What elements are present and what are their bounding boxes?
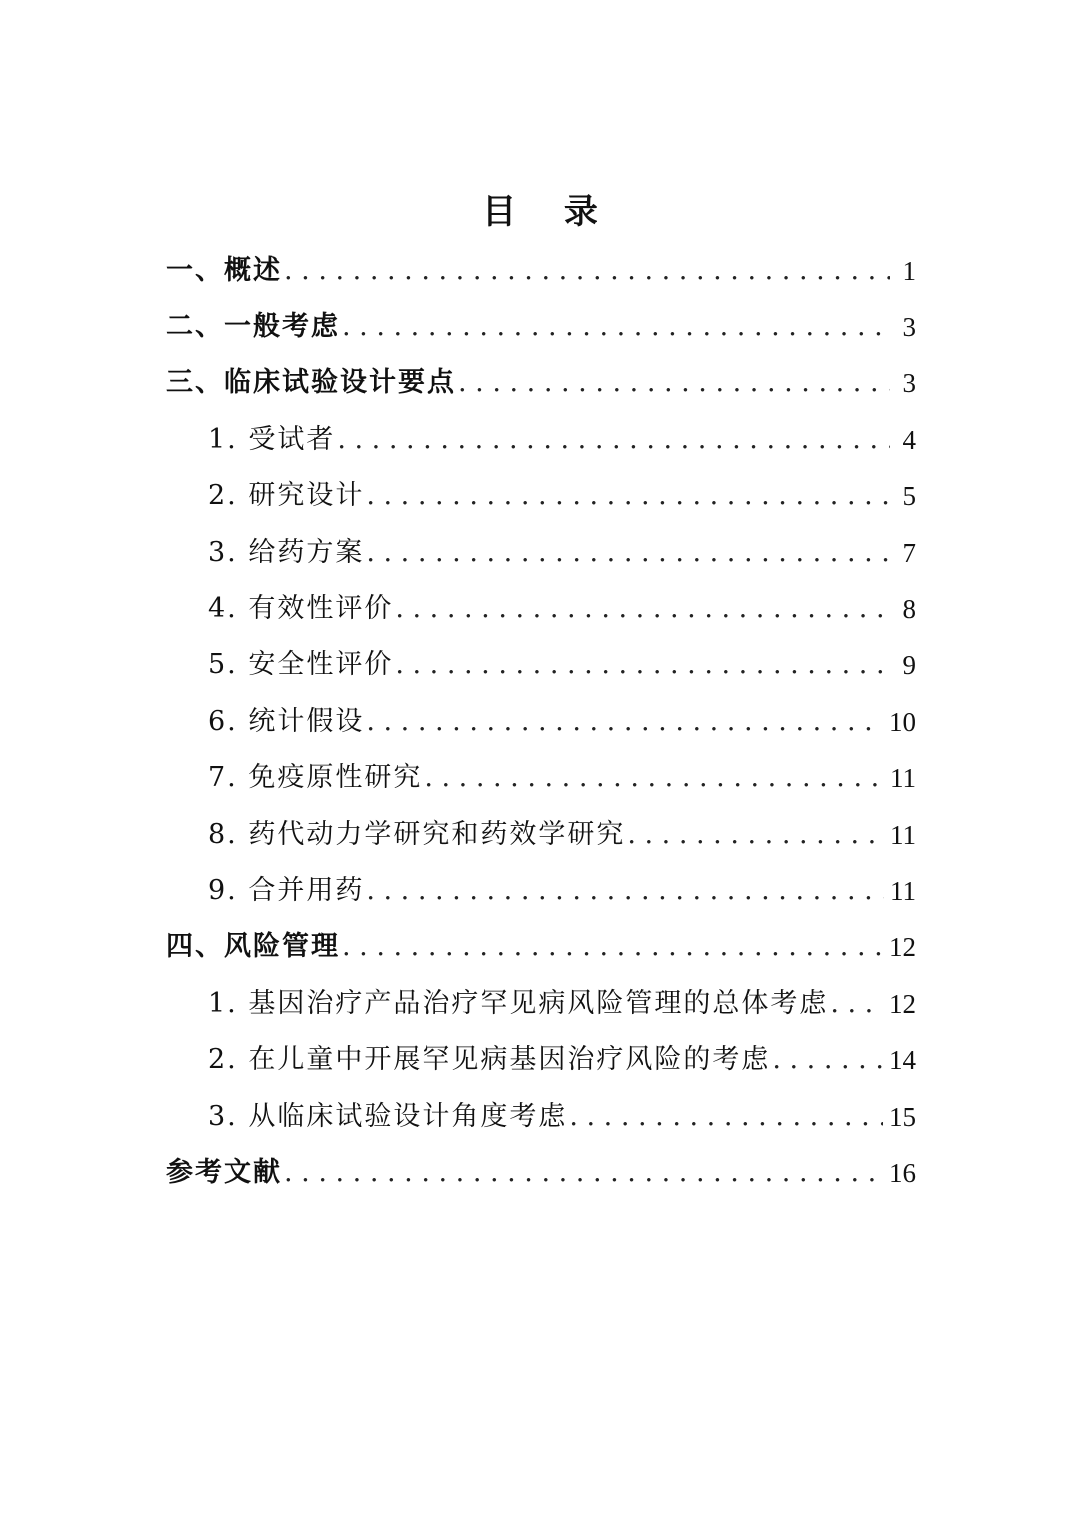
dot-leader bbox=[366, 476, 890, 516]
toc-entry[interactable] bbox=[208, 517, 916, 573]
dot-leader bbox=[627, 815, 884, 855]
dot-leader bbox=[458, 363, 890, 403]
toc-entry-label: 2. 研究设计 bbox=[208, 480, 365, 511]
dot-leader bbox=[772, 1040, 883, 1080]
toc-entry-page: 12 bbox=[889, 989, 916, 1019]
toc-entry-page: 11 bbox=[890, 876, 916, 906]
toc-entry-page: 3 bbox=[902, 368, 916, 398]
toc-entry-label: 四、风险管理 bbox=[166, 931, 340, 962]
toc-entry[interactable] bbox=[166, 911, 916, 967]
toc-entry[interactable] bbox=[208, 1024, 916, 1080]
toc-entry[interactable] bbox=[208, 686, 916, 742]
toc-entry-label: 7. 免疫原性研究 bbox=[208, 762, 423, 793]
toc-entry[interactable] bbox=[208, 855, 916, 911]
toc-title: 目 录 bbox=[482, 192, 616, 232]
dot-leader bbox=[342, 927, 883, 967]
toc-entry-page: 11 bbox=[890, 820, 916, 850]
toc-entry-page: 1 bbox=[902, 256, 916, 286]
toc-entry[interactable] bbox=[208, 573, 916, 629]
toc-entry-page: 4 bbox=[902, 425, 916, 455]
toc-entry-page: 11 bbox=[890, 763, 916, 793]
toc-entry-label: 2. 在儿童中开展罕见病基因治疗风险的考虑 bbox=[208, 1044, 771, 1075]
toc-entry[interactable] bbox=[208, 1081, 916, 1137]
toc-entry-page: 10 bbox=[889, 707, 916, 737]
toc-entry-label: 3. 给药方案 bbox=[208, 537, 365, 568]
toc-entry-label: 3. 从临床试验设计角度考虑 bbox=[208, 1101, 568, 1132]
toc-entry-label: 一、概述 bbox=[166, 255, 282, 286]
toc-entry-page: 5 bbox=[902, 481, 916, 511]
toc-entry-label: 三、临床试验设计要点 bbox=[166, 367, 456, 398]
toc-entry-page: 12 bbox=[889, 932, 916, 962]
toc-entry[interactable] bbox=[166, 1137, 916, 1193]
toc-entry-label: 4. 有效性评价 bbox=[208, 593, 394, 624]
dot-leader bbox=[830, 984, 883, 1024]
toc-entry-label: 8. 药代动力学研究和药效学研究 bbox=[208, 819, 626, 850]
toc-entry[interactable] bbox=[166, 291, 916, 347]
toc-entry-label: 参考文献 bbox=[166, 1157, 282, 1188]
dot-leader bbox=[424, 758, 884, 798]
toc-entry[interactable] bbox=[208, 742, 916, 798]
toc-entry-label: 9. 合并用药 bbox=[208, 875, 365, 906]
toc-entry[interactable] bbox=[208, 404, 916, 460]
toc-entry-page: 3 bbox=[902, 312, 916, 342]
dot-leader bbox=[342, 307, 890, 347]
dot-leader bbox=[366, 533, 890, 573]
toc-entry[interactable] bbox=[208, 799, 916, 855]
toc-entry-label: 5. 安全性评价 bbox=[208, 649, 394, 680]
toc-entry[interactable] bbox=[208, 968, 916, 1024]
toc-entry[interactable] bbox=[166, 235, 916, 291]
toc-entry[interactable] bbox=[208, 460, 916, 516]
dot-leader bbox=[337, 420, 890, 460]
dot-leader bbox=[395, 589, 890, 629]
dot-leader bbox=[366, 702, 883, 742]
toc-entry-page: 14 bbox=[889, 1045, 916, 1075]
toc-entry-page: 16 bbox=[889, 1158, 916, 1188]
toc-entry-label: 6. 统计假设 bbox=[208, 706, 365, 737]
dot-leader bbox=[366, 871, 884, 911]
toc-entry-page: 9 bbox=[902, 650, 916, 680]
toc-entry-label: 1. 受试者 bbox=[208, 424, 336, 455]
toc-entry-page: 7 bbox=[902, 538, 916, 568]
toc-entry-page: 8 bbox=[902, 594, 916, 624]
dot-leader bbox=[569, 1097, 883, 1137]
dot-leader bbox=[284, 251, 890, 291]
toc-entry[interactable] bbox=[166, 347, 916, 403]
dot-leader bbox=[284, 1153, 883, 1193]
toc-entry-label: 二、一般考虑 bbox=[166, 311, 340, 342]
toc-entry-page: 15 bbox=[889, 1102, 916, 1132]
dot-leader bbox=[395, 645, 890, 685]
toc-entry[interactable] bbox=[208, 629, 916, 685]
toc-entry-label: 1. 基因治疗产品治疗罕见病风险管理的总体考虑 bbox=[208, 988, 829, 1019]
